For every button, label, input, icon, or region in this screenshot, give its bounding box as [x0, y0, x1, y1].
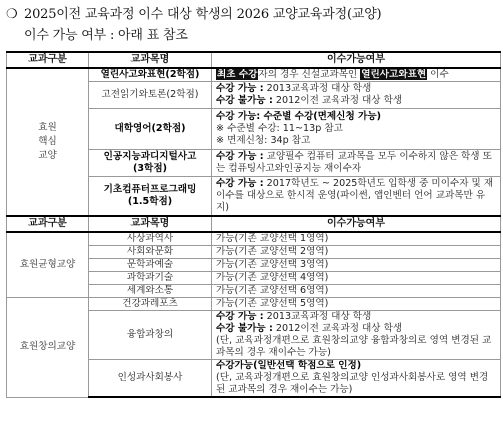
eligibility-table — [6, 51, 501, 398]
status-cell: 수강 가능 : 2013교육과정 대상 학생 수강 불가능 : 2012이전 교육과정 대상 학생 (단, 교육과정개편으로 효원창의교양 융합과창의로 영역 변경된 교과목의 경우 재이수는 가능) — [212, 311, 501, 360]
status-cell: 수강 가능 : 교양필수 컴퓨터 교과목을 모두 이수하지 않은 학생 또는 컴퓨팅사고와인공지능 재이수자 — [212, 150, 501, 177]
category-core: 효원 핵심 교양 — [7, 68, 89, 216]
table-row — [7, 68, 501, 82]
status-cell: 수강 가능 : 2017학년도 ~ 2025학년도 입학생 중 미이수자 및 재이수를 대상으로 한시적 운영(파이썬, 앱인벤터 언어 교과목만 유지) — [212, 177, 501, 217]
header-status: 이수가능여부 — [212, 52, 501, 68]
subject-cell: 사회와문화 — [89, 246, 212, 259]
status-cell: 가능(기존 교양선택 1영역) — [212, 232, 501, 246]
subject-cell: 인공지능과디지털사고 (3학점) — [89, 150, 212, 177]
table2-header-row — [7, 216, 501, 232]
subject-cell: 열린사고와표현(2학점) — [89, 68, 212, 82]
subject-cell: 건강과레포츠 — [89, 298, 212, 311]
circle-bullet-icon: ❍ — [6, 7, 18, 22]
status-cell: 수강 가능: 수준별 수강(면제신청 가능) ※ 수준별 수강: 11~13p 참고 ※ 면제신청: 34p 참고 — [212, 109, 501, 150]
heading-line-2: 이수 가능 여부 : 아래 표 참조 — [24, 28, 188, 43]
table-row — [7, 298, 501, 311]
subject-cell: 과학과기술 — [89, 272, 212, 285]
status-cell: 수강가능(일반선택 학점으로 인정) (단, 교육과정개편으로 효원창의교양 인성과사회봉사로 영역 변경된 교과목의 경우 재이수는 가능) — [212, 360, 501, 398]
subject-cell: 문학과예술 — [89, 259, 212, 272]
status-cell: 가능(기존 교양선택 6영역) — [212, 285, 501, 298]
subject-cell: 고전읽기와토론(2학점) — [89, 82, 212, 109]
category-balanced: 효원균형교양 — [7, 232, 89, 298]
table1-header-row — [7, 52, 501, 68]
subject-cell: 대학영어(2학점) — [89, 109, 212, 150]
header-category: 교과구분 — [7, 216, 89, 232]
status-cell: 가능(기존 교양선택 5영역) — [212, 298, 501, 311]
status-cell: 가능(기존 교양선택 4영역) — [212, 272, 501, 285]
subject-cell: 사상과역사 — [89, 232, 212, 246]
category-creative: 효원창의교양 — [7, 298, 89, 398]
heading-line-1: 2025이전 교육과정 이수 대상 학생의 2026 교양교육과정(교양) — [24, 7, 382, 22]
header-status: 이수가능여부 — [212, 216, 501, 232]
subject-cell: 기초컴퓨터프로그래밍 (1.5학점) — [89, 177, 212, 217]
section-heading — [6, 4, 500, 46]
header-category: 교과구분 — [7, 52, 89, 68]
status-cell: 최초 수강자의 경우 신설교과목인 열린사고와표현 이수 — [212, 68, 501, 82]
subject-cell: 세계와소통 — [89, 285, 212, 298]
status-cell: 가능(기존 교양선택 3영역) — [212, 259, 501, 272]
header-subject: 교과목명 — [89, 52, 212, 68]
status-cell: 수강 가능 : 2013교육과정 대상 학생 수강 불가능 : 2012이전 교육과정 대상 학생 — [212, 82, 501, 109]
table-row — [7, 232, 501, 246]
subject-cell: 융합과창의 — [89, 311, 212, 360]
subject-cell: 인성과사회봉사 — [89, 360, 212, 398]
status-cell: 가능(기존 교양선택 2영역) — [212, 246, 501, 259]
header-subject: 교과목명 — [89, 216, 212, 232]
